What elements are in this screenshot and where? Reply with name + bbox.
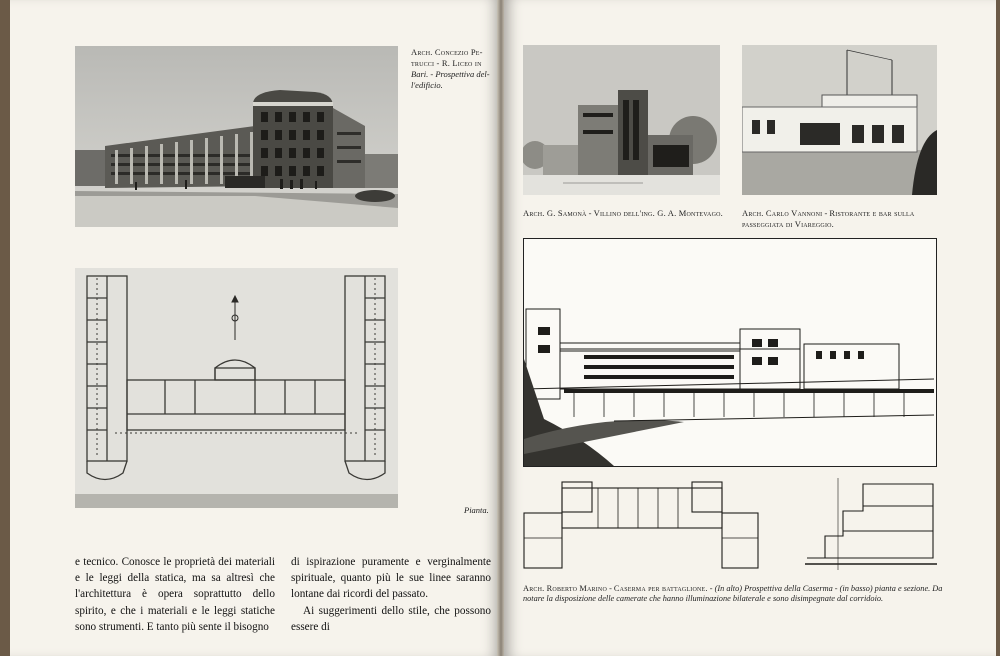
villino-caption-separator: -: [588, 208, 594, 218]
body-column-2-paragraph-1: di ispirazione puramente e verginalmente spirituale, quanto più le sue linee saranno lontane dai ricordi del passato.: [291, 556, 491, 601]
liceo-caption-line-1: Arch. Concezio Pe-: [411, 47, 483, 57]
liceo-caption-line-2: trucci - R. Liceo in: [411, 58, 482, 68]
villino-caption-author: Arch. G. Samonà: [523, 208, 587, 218]
liceo-floor-plan: [75, 268, 398, 508]
caserma-caption-desc-1: (In alto) Prospettiva della Caserma - (in basso) pianta e sezione. Da: [714, 584, 943, 593]
caserma-plan-drawing: [523, 478, 760, 572]
body-column-1: [75, 554, 275, 635]
liceo-caption-line-4: l'edificio.: [411, 80, 443, 90]
ristorante-caption-separator: -: [824, 208, 830, 218]
plan-caption: Pianta.: [464, 505, 489, 515]
body-column-2: [291, 554, 491, 635]
ristorante-viareggio-drawing: [742, 45, 937, 195]
caserma-perspective-drawing: [523, 238, 937, 467]
body-column-1-text: e tecnico. Conosce le proprietà dei materiali e le leggi della statica, ma sa altresì che l'architettura è opera soprattutto dello spirito, e che i materiali e le leggi statiche sono strumenti. E tanto più sente il bisogno: [75, 556, 275, 633]
ristorante-caption: [742, 208, 942, 230]
caserma-caption-desc-2: notare la disposizione delle camerate che hanno illuminazione bilaterale e sono disimpegnate dal corridoio.: [523, 594, 884, 603]
ristorante-caption-author: Arch. Carlo Vannoni: [742, 208, 823, 218]
caserma-caption-separator-2: -: [709, 584, 715, 593]
caserma-caption-title: Caserma per battaglione.: [613, 584, 708, 593]
caserma-caption-separator: -: [609, 584, 614, 593]
villino-caption: [523, 208, 723, 219]
liceo-caption: [411, 47, 491, 91]
caserma-caption: [523, 584, 943, 604]
liceo-bari-photo: [75, 46, 398, 227]
villino-caption-title: Villino dell'ing. G. A. Montevago.: [593, 208, 723, 218]
villino-montevago-drawing: [523, 45, 720, 195]
body-column-2-paragraph-2: Ai suggerimenti dello stile, che possono essere di: [291, 604, 491, 633]
liceo-caption-line-3: Bari. - Prospettiva del-: [411, 69, 490, 79]
caserma-section-drawing: [805, 476, 937, 572]
ristorante-caption-title: Ristorante e bar sulla passeggiata di Viareggio.: [742, 208, 915, 229]
caserma-caption-author: Arch. Roberto Marino: [523, 584, 607, 593]
